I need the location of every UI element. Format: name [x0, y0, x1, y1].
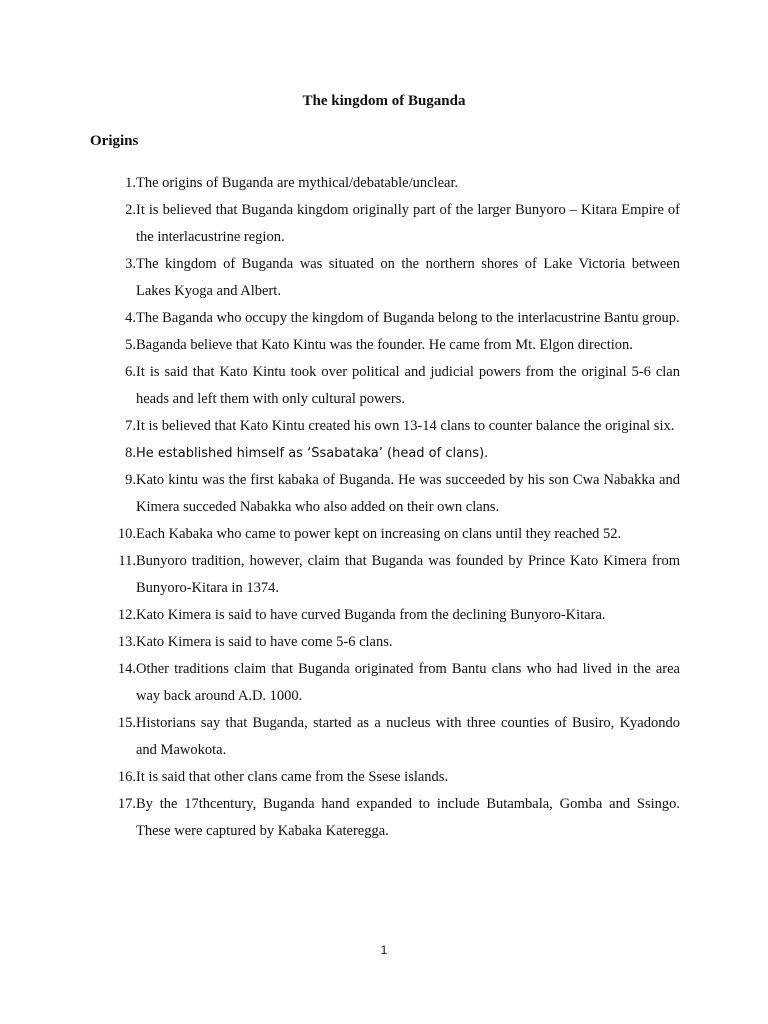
- list-item-number: 5.: [125, 337, 136, 353]
- list-item: [90, 548, 680, 602]
- list-item-number: 12.: [117, 607, 136, 623]
- list-item-text: Each Kabaka who came to power kept on increasing on clans until they reached 52.: [136, 526, 622, 542]
- list-item-number: 15.: [117, 715, 136, 731]
- list-item-number: 14.: [117, 661, 136, 677]
- list-item: [90, 656, 680, 710]
- list-item-text: Historians say that Buganda, started as a nucleus with three counties of Busiro, Kyadondo and Mawokota.: [136, 715, 680, 758]
- list-item-number: 10.: [117, 526, 136, 542]
- list-item-text: It is said that other clans came from the Ssese islands.: [136, 769, 449, 785]
- list-item-text: Kato Kimera is said to have come 5-6 clans.: [136, 634, 393, 650]
- list-item-number: 17.: [117, 796, 136, 812]
- list-item: [90, 764, 680, 791]
- list-item: [90, 629, 680, 656]
- list-item: [90, 305, 680, 332]
- list-item-number: 1.: [125, 175, 136, 191]
- list-item: [90, 710, 680, 764]
- list-item-number: 13.: [117, 634, 136, 650]
- list-item-text: It is said that Kato Kintu took over political and judicial powers from the original 5-6 clan heads and left them with only cultural powers.: [136, 364, 680, 407]
- list-item-text: Other traditions claim that Buganda originated from Bantu clans who had lived in the area way back around A.D. 1000.: [136, 661, 680, 704]
- list-item: [90, 521, 680, 548]
- list-item: [90, 251, 680, 305]
- list-item: [90, 440, 680, 467]
- list-item-text: The origins of Buganda are mythical/debatable/unclear.: [136, 175, 459, 191]
- list-item-number: 7.: [125, 418, 136, 434]
- list-item-text: The kingdom of Buganda was situated on the northern shores of Lake Victoria between Lakes Kyoga and Albert.: [136, 256, 680, 299]
- list-item-text: The Baganda who occupy the kingdom of Buganda belong to the interlacustrine Bantu group.: [136, 310, 680, 326]
- list-item: [90, 359, 680, 413]
- section-heading: Origins: [90, 133, 139, 149]
- list-item-number: 6.: [125, 364, 136, 380]
- list-item-text: Kato Kimera is said to have curved Buganda from the declining Bunyoro-Kitara.: [136, 607, 606, 623]
- list-item-number: 9.: [125, 472, 136, 488]
- list-item-number: 3.: [125, 256, 136, 272]
- list-item-text: Baganda believe that Kato Kintu was the founder. He came from Mt. Elgon direction.: [136, 337, 633, 353]
- list-item: [90, 467, 680, 521]
- list-item: [90, 170, 680, 197]
- list-item-number: 8.: [125, 445, 136, 461]
- list-item: [90, 791, 680, 845]
- list-item-text: By the 17thcentury, Buganda hand expanded to include Butambala, Gomba and Ssingo. These were captured by Kabaka Kateregga.: [136, 796, 680, 839]
- list-item-text: It is believed that Buganda kingdom originally part of the larger Bunyoro – Kitara Empire of the interlacustrine region.: [136, 202, 680, 245]
- list-item-number: 4.: [125, 310, 136, 326]
- list-item: [90, 602, 680, 629]
- list-item-text: Kato kintu was the first kabaka of Buganda. He was succeeded by his son Cwa Nabakka and Kimera succeded Nabakka who also added on their own clans.: [136, 472, 680, 515]
- list-item-number: 2.: [125, 202, 136, 218]
- list-item-text: Bunyoro tradition, however, claim that Buganda was founded by Prince Kato Kimera from Bunyoro-Kitara in 1374.: [136, 553, 680, 596]
- page-number: 1: [380, 943, 388, 957]
- origins-list: [90, 170, 680, 845]
- list-item-text: He established himself as ‘Ssabataka’ (head of clans).: [136, 446, 489, 461]
- document-title: The kingdom of Buganda: [302, 93, 466, 109]
- list-item: [90, 197, 680, 251]
- list-item: [90, 332, 680, 359]
- list-item-number: 16.: [117, 769, 136, 785]
- list-item-number: 11.: [118, 553, 136, 569]
- list-item-text: It is believed that Kato Kintu created his own 13-14 clans to counter balance the original six.: [136, 418, 675, 434]
- list-item: [90, 413, 680, 440]
